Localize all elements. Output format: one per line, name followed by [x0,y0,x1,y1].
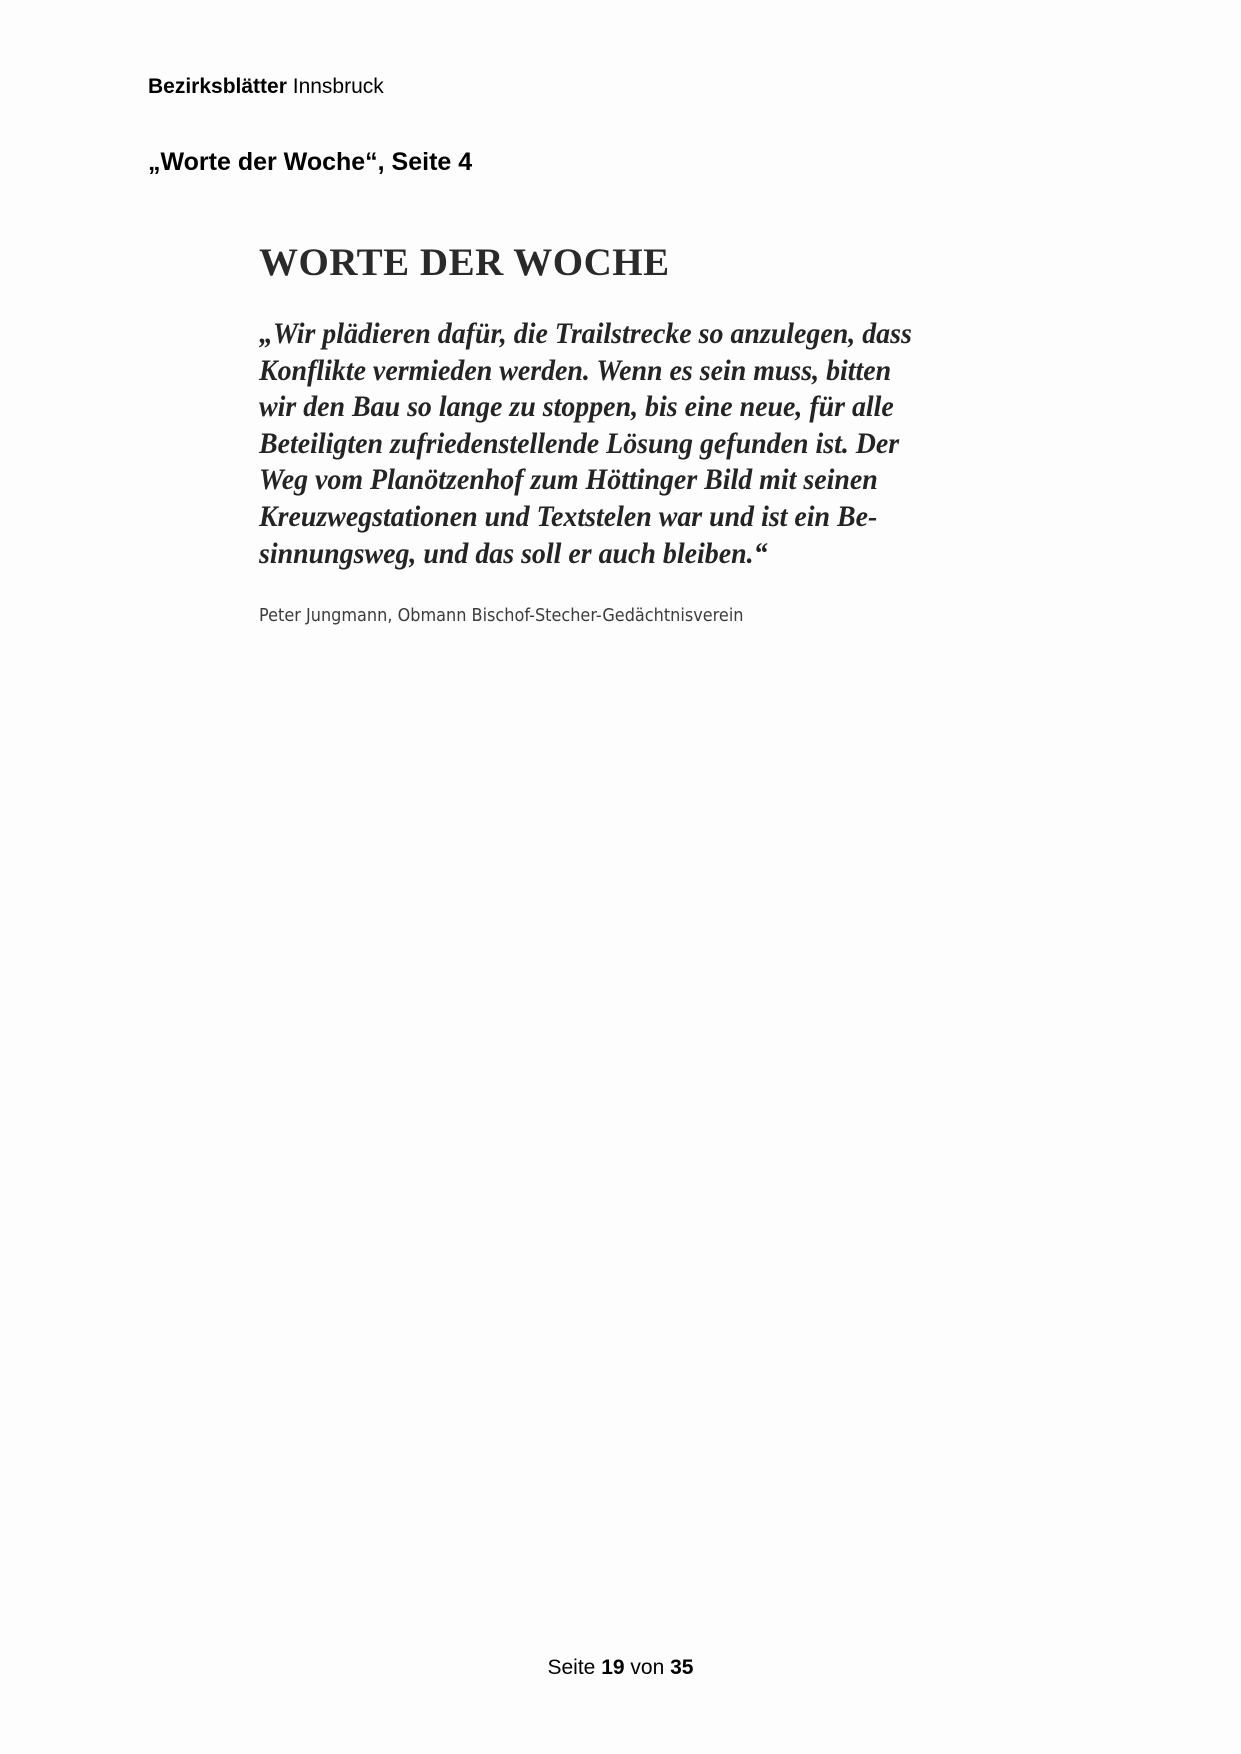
document-header [148,75,384,99]
quote-line: Kreuzwegstationen und Textstelen war und ist ein Be- [259,499,878,533]
quote [259,316,999,572]
section-heading: „Worte der Woche“, Seite 4 [148,148,473,176]
quote-attribution: Peter Jungmann, Obmann Bischof-Stecher-Gedächtnisverein [259,606,744,627]
quote-line: „Wir plädieren dafür, die Trailstrecke so anzulegen, dass [259,317,912,350]
clipping-title: WORTE DER WOCHE [259,241,670,284]
quote-line: Beteiligten zufriedenstellende Lösung gefunden ist. Der [259,426,900,460]
brand-location: Innsbruck [292,75,384,98]
footer-prefix: Seite [547,1656,596,1679]
press-clipping [259,240,999,626]
current-page: 19 [601,1656,625,1679]
total-pages: 35 [670,1656,694,1679]
page-footer [0,1656,1241,1680]
quote-line: Weg vom Planötzenhof zum Höttinger Bild mit seinen [259,463,878,497]
brand-name: Bezirksblätter [148,75,287,98]
footer-middle: von [630,1656,665,1679]
quote-line: wir den Bau so lange zu stoppen, bis eine neue, für alle [259,390,894,424]
quote-line: Konflikte vermieden werden. Wenn es sein muss, bitten [259,353,892,387]
quote-line: sinnungsweg, und das soll er auch bleiben.“ [259,536,768,570]
